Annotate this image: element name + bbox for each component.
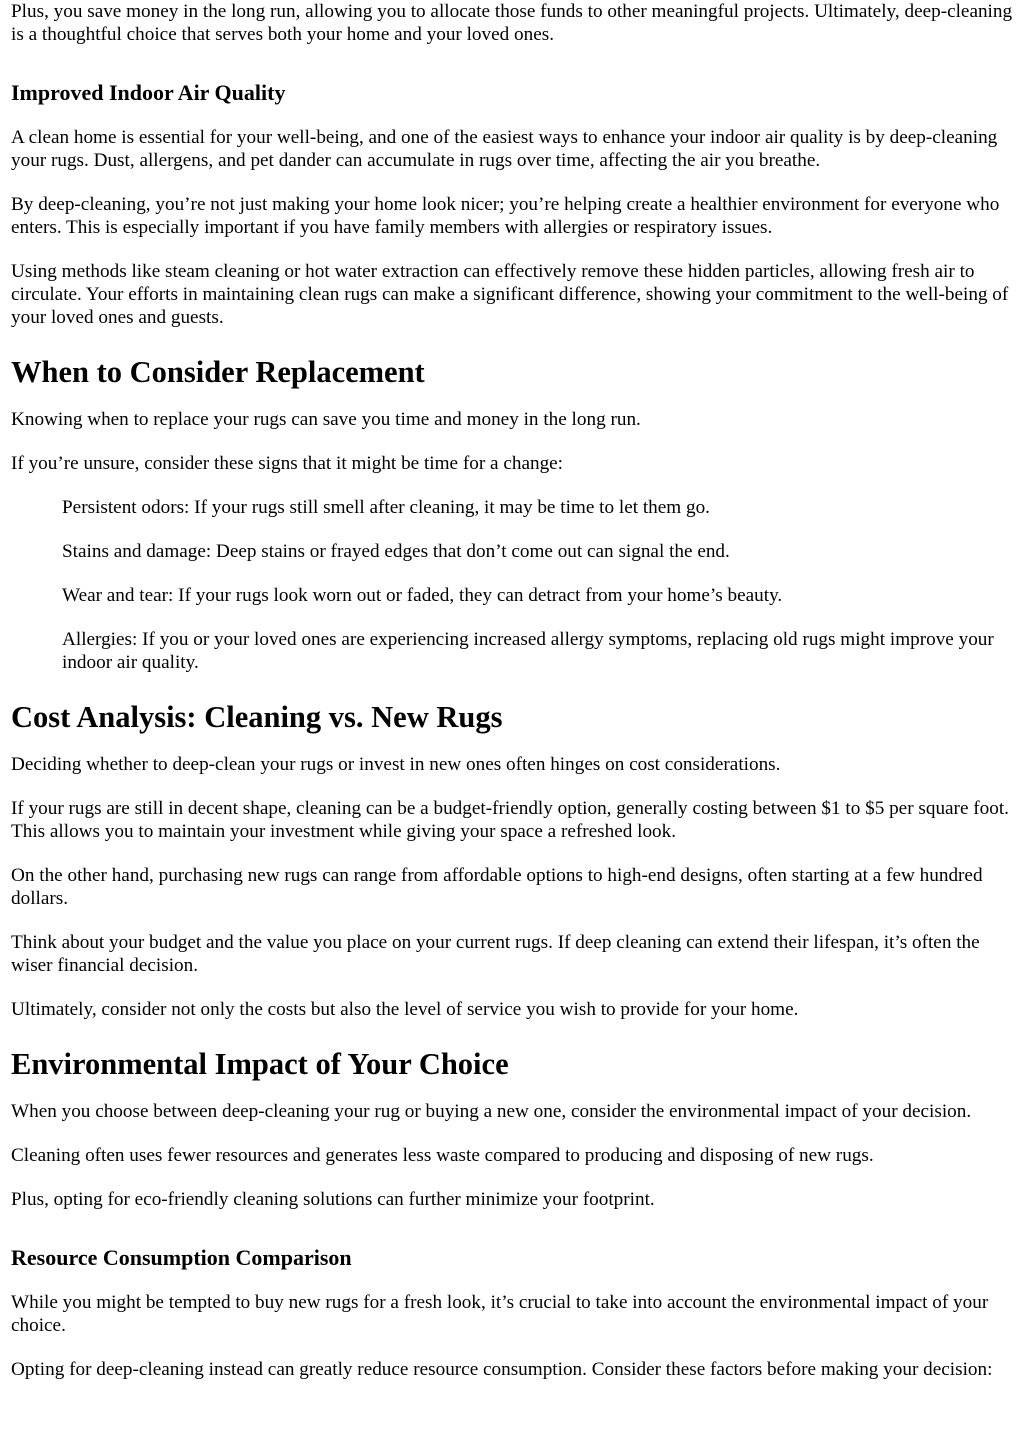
replacement-heading: When to Consider Replacement <box>11 355 425 389</box>
resources-heading: Resource Consumption Comparison <box>11 1245 352 1270</box>
air-quality-paragraph: By deep-cleaning, you’re not just making your home look nicer; you’re helping create a healthier environment for everyone who enters. This is especially important if you have family members with allergies or respiratory issues. <box>11 194 1000 238</box>
air-quality-paragraph: A clean home is essential for your well-being, and one of the easiest ways to enhance your indoor air quality is by deep-cleaning your rugs. Dust, allergens, and pet dander can accumulate in rugs over time, affecting the air you breathe. <box>11 127 998 171</box>
list-item: Stains and damage: Deep stains or frayed edges that don’t come out can signal the end. <box>62 541 730 562</box>
list-item: Persistent odors: If your rugs still smell after cleaning, it may be time to let them go. <box>62 497 710 518</box>
replacement-paragraph: If you’re unsure, consider these signs that it might be time for a change: <box>11 453 564 474</box>
environment-paragraph: Plus, opting for eco-friendly cleaning solutions can further minimize your footprint. <box>11 1189 655 1210</box>
cost-paragraph: Deciding whether to deep-clean your rugs or invest in new ones often hinges on cost considerations. <box>11 754 781 775</box>
air-quality-heading: Improved Indoor Air Quality <box>11 80 286 105</box>
replacement-paragraph: Knowing when to replace your rugs can save you time and money in the long run. <box>11 409 641 430</box>
cost-paragraph: On the other hand, purchasing new rugs can range from affordable options to high-end designs, often starting at a few hundred dollars. <box>11 865 983 909</box>
cost-paragraph: If your rugs are still in decent shape, cleaning can be a budget-friendly option, generally costing between $1 to $5 per square foot. This allows you to maintain your investment while giving your space a refreshed look. <box>11 798 1009 842</box>
cost-paragraph: Ultimately, consider not only the costs but also the level of service you wish to provide for your home. <box>11 999 799 1020</box>
intro-paragraph: Plus, you save money in the long run, allowing you to allocate those funds to other meaningful projects. Ultimately, deep-cleaning is a thoughtful choice that serves both your home and your loved ones. <box>11 1 1013 45</box>
cost-paragraph: Think about your budget and the value you place on your current rugs. If deep cleaning can extend their lifespan, it’s often the wiser financial decision. <box>11 932 980 976</box>
list-item: Allergies: If you or your loved ones are experiencing increased allergy symptoms, replacing old rugs might improve your indoor air quality. <box>62 629 994 673</box>
resources-paragraph: While you might be tempted to buy new rugs for a fresh look, it’s crucial to take into account the environmental impact of your choice. <box>11 1292 989 1336</box>
resources-paragraph: Opting for deep-cleaning instead can greatly reduce resource consumption. Consider these factors before making your decision: <box>11 1359 993 1380</box>
environment-paragraph: When you choose between deep-cleaning your rug or buying a new one, consider the environmental impact of your decision. <box>11 1101 972 1122</box>
environment-paragraph: Cleaning often uses fewer resources and generates less waste compared to producing and disposing of new rugs. <box>11 1145 874 1166</box>
list-item: Wear and tear: If your rugs look worn out or faded, they can detract from your home’s beauty. <box>62 585 783 606</box>
environment-heading: Environmental Impact of Your Choice <box>11 1047 509 1081</box>
replacement-signs-list <box>11 496 1013 674</box>
cost-heading: Cost Analysis: Cleaning vs. New Rugs <box>11 700 503 734</box>
air-quality-paragraph: Using methods like steam cleaning or hot water extraction can effectively remove these hidden particles, allowing fresh air to circulate. Your efforts in maintaining clean rugs can make a significant difference, showing your commitment to the well-being of your loved ones and guests. <box>11 261 1009 328</box>
